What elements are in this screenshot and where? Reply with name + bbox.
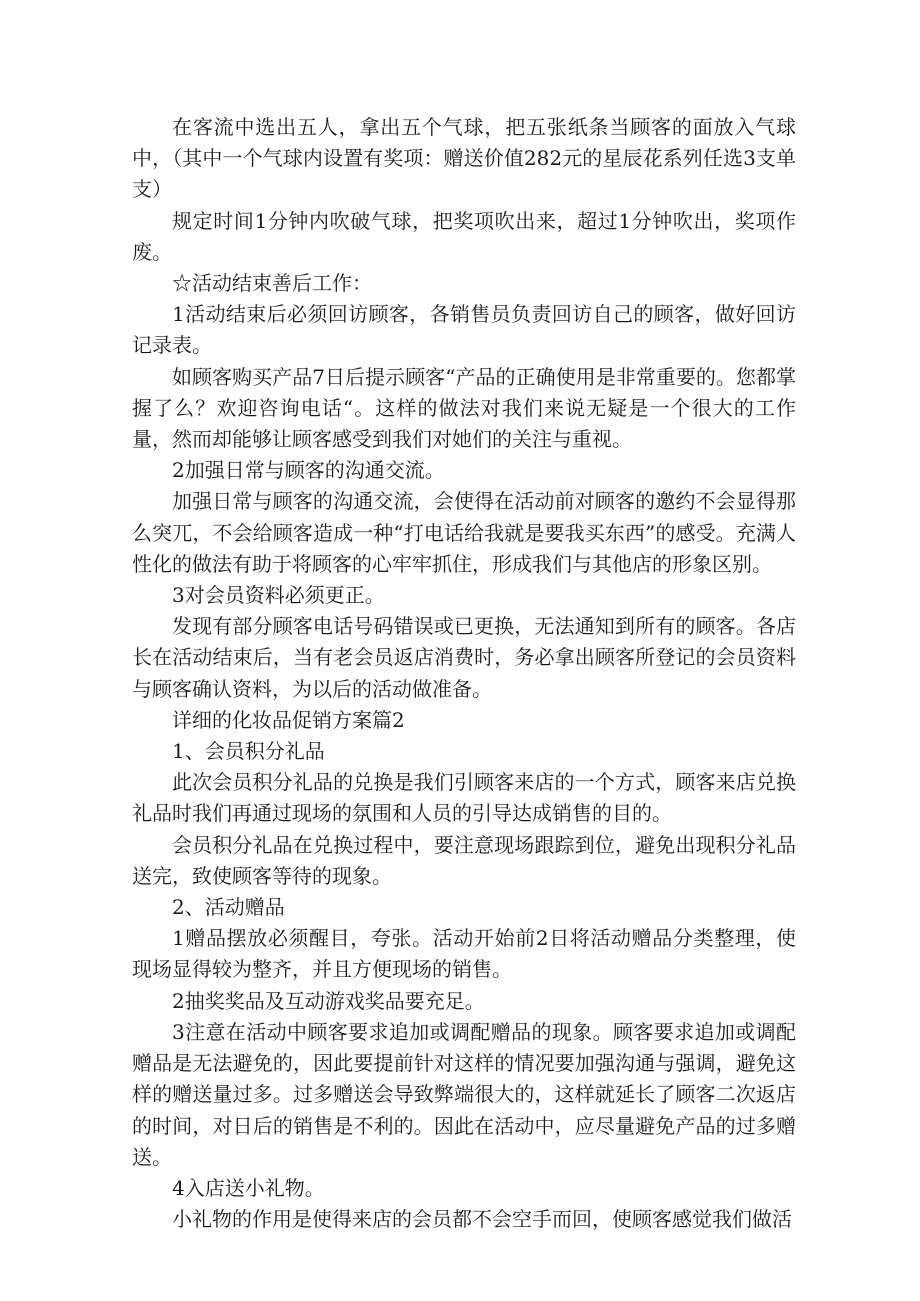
paragraph-gift-display: 1赠品摆放必须醒目，夸张。活动开始前2日将活动赠品分类整理，使现场显得较为整齐，并且方便现场的销售。: [132, 926, 796, 982]
paragraph-daily-communication: 加强日常与顾客的沟通交流，会使得在活动前对顾客的邀约不会显得那么突兀，不会给顾客造成一种“打电话给我就是要我买东西”的感受。充满人性化的做法有助于将顾客的心牢牢抓住，形成我们与其他店的形象区别。: [132, 489, 796, 576]
paragraph-member-data: 发现有部分顾客电话号码错误或已更换，无法通知到所有的顾客。各店长在活动结束后，当有老会员返店消费时，务必拿出顾客所登记的会员资料与顾客确认资料，为以后的活动做准备。: [132, 614, 796, 701]
heading-daily-communication: 2加强日常与顾客的沟通交流。: [172, 458, 445, 483]
heading-member-points-gifts: 1、会员积分礼品: [172, 739, 325, 764]
paragraph-balloon-game: 在客流中选出五人，拿出五个气球，把五张纸条当顾客的面放入气球中，（其中一个气球内设置有奖项：赠送价值282元的星辰花系列任选3支单支）: [132, 115, 796, 202]
heading-member-data: 3对会员资料必须更正。: [172, 583, 385, 608]
document-body: [132, 112, 796, 1235]
paragraph-points-exchange: 此次会员积分礼品的兑换是我们引顾客来店的一个方式，顾客来店兑换礼品时我们再通过现场的氛围和人员的引导达成销售的目的。: [132, 770, 796, 826]
paragraph-small-gift: 小礼物的作用是使得来店的会员都不会空手而回，使顾客感觉我们做活: [172, 1207, 792, 1232]
paragraph-followup-visits: 1活动结束后必须回访顾客，各销售员负责回访自己的顾客，做好回访记录表。: [132, 302, 796, 358]
paragraph-prizes-sufficient: 2抽奖奖品及互动游戏奖品要充足。: [172, 988, 485, 1013]
paragraph-usage-reminder: 如顾客购买产品7日后提示顾客“产品的正确使用是非常重要的。您都掌握了么？欢迎咨询电话“。这样的做法对我们来说无疑是一个很大的工作量，然而却能够让顾客感受到我们对她们的关注与重视。: [132, 364, 796, 452]
section-title-plan-2: 详细的化妆品促销方案篇2: [172, 707, 405, 732]
heading-store-small-gift: 4入店送小礼物。: [172, 1175, 325, 1200]
heading-aftercare: ☆活动结束善后工作：: [172, 271, 372, 296]
paragraph-extra-gifts: 3注意在活动中顾客要求追加或调配赠品的现象。顾客要求追加或调配赠品是无法避免的，因此要提前针对这样的情况要加强沟通与强调，避免这样的赠送量过多。过多赠送会导致弊端很大的，这样就延长了顾客二次返店的时间，对日后的销售是不利的。因此在活动中，应尽量避免产品的过多赠送。: [132, 1019, 796, 1169]
paragraph-time-limit: 规定时间1分钟内吹破气球，把奖项吹出来，超过1分钟吹出，奖项作废。: [132, 208, 796, 264]
heading-event-gifts: 2、活动赠品: [172, 895, 285, 920]
paragraph-points-tracking: 会员积分礼品在兑换过程中，要注意现场跟踪到位，避免出现积分礼品送完，致使顾客等待的现象。: [132, 832, 796, 888]
